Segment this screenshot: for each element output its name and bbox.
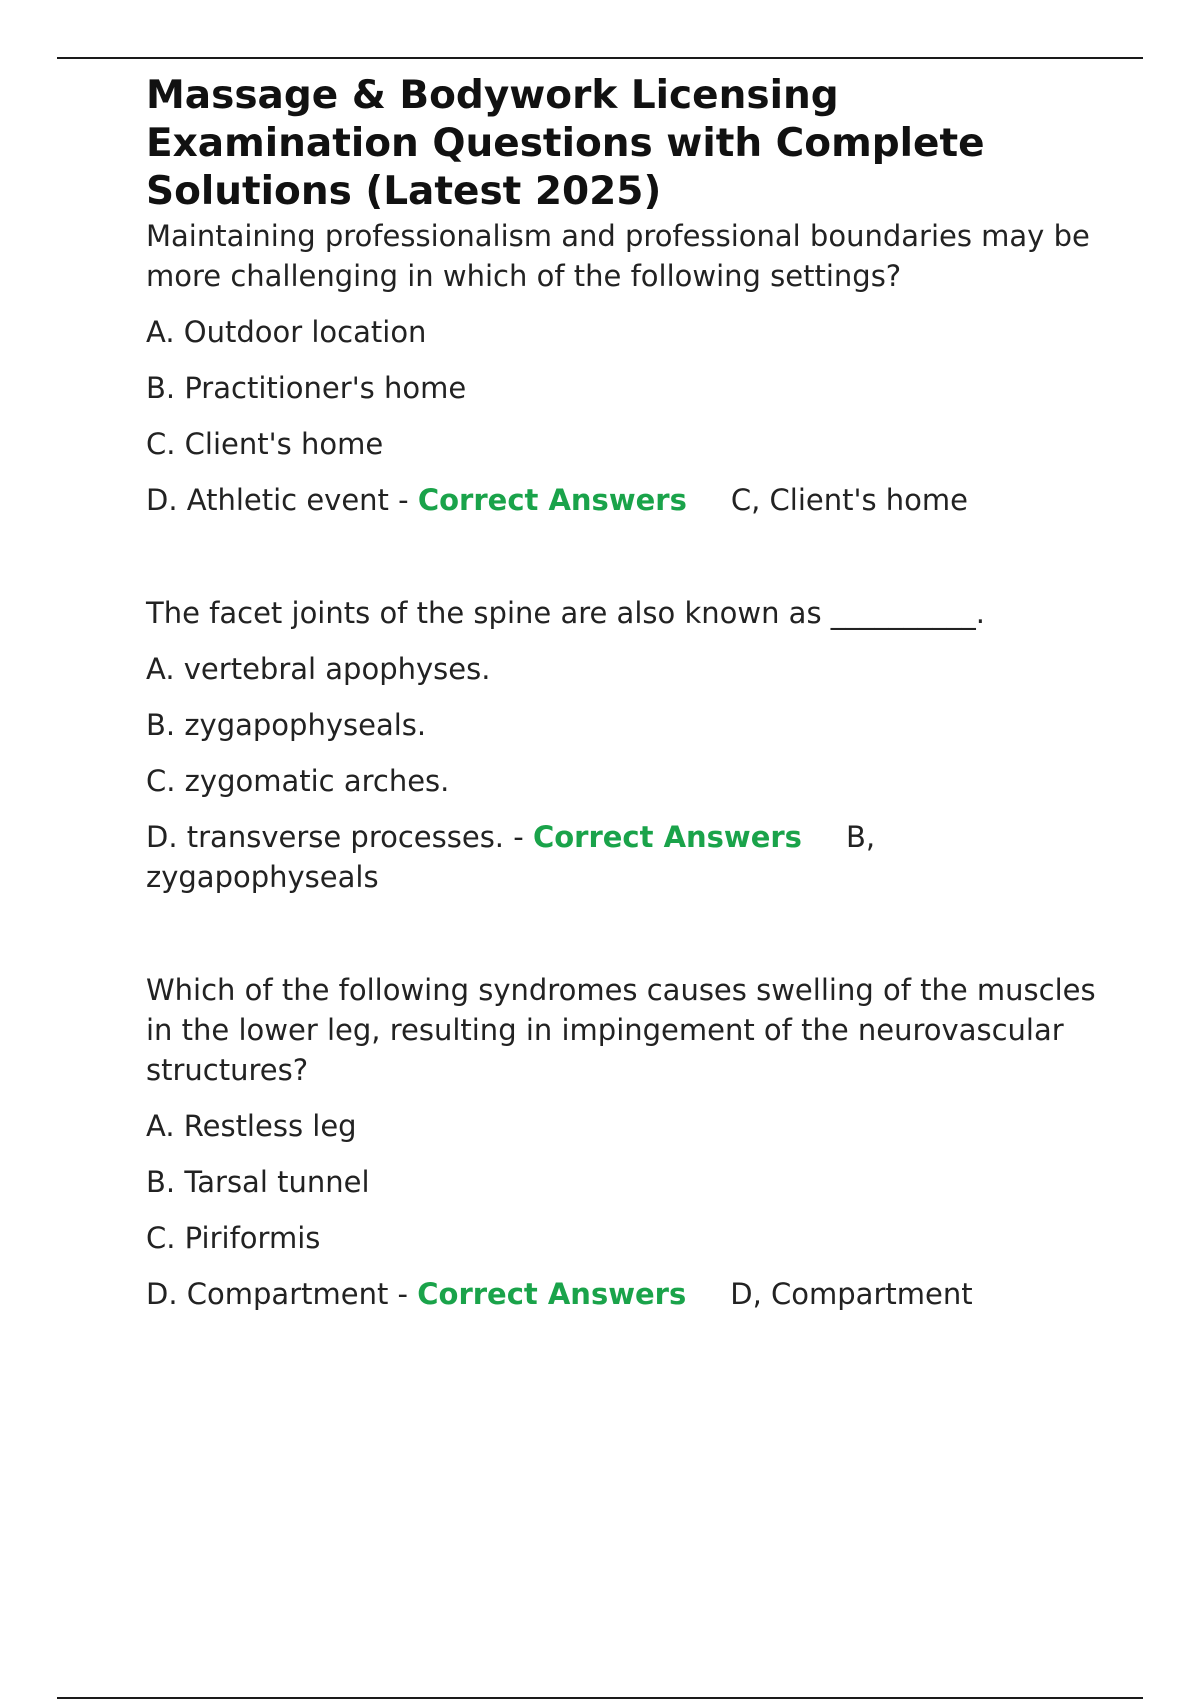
option-d: D. Compartment - — [146, 1277, 418, 1311]
question-prompt: Which of the following syndromes causes swelling of the muscles in the lower leg, resulting in impingement of the neurovascular structures? — [146, 973, 1096, 1087]
option-d-with-answer — [146, 480, 1096, 520]
document-title: Massage & Bodywork Licensing Examination Questions with Complete Solutions (Latest 2025) — [146, 73, 985, 214]
option-b: B. zygapophyseals. — [146, 708, 427, 742]
correct-answers-label: Correct Answers — [417, 1277, 687, 1311]
answer-text: B, zygapophyseals — [146, 820, 876, 894]
option-c: C. Client's home — [146, 427, 384, 461]
question-block — [146, 593, 1096, 897]
option-d-with-answer — [146, 1274, 1096, 1314]
option-b: B. Tarsal tunnel — [146, 1165, 370, 1199]
bottom-rule — [57, 1697, 1143, 1699]
correct-answers-label: Correct Answers — [532, 820, 802, 854]
option-c: C. zygomatic arches. — [146, 764, 450, 798]
option-d: D. Athletic event - — [146, 483, 418, 517]
question-prompt: The facet joints of the spine are also known as __________. — [146, 596, 986, 630]
option-d: D. transverse processes. - — [146, 820, 533, 854]
question-block — [146, 216, 1096, 520]
document-body — [146, 72, 1096, 1314]
question-block — [146, 970, 1096, 1314]
option-c: C. Piriformis — [146, 1221, 321, 1255]
option-a: A. Restless leg — [146, 1109, 357, 1143]
option-b: B. Practitioner's home — [146, 371, 467, 405]
top-rule — [57, 57, 1143, 59]
option-d-with-answer — [146, 817, 1096, 897]
answer-text: D, Compartment — [730, 1277, 973, 1311]
option-a: A. vertebral apophyses. — [146, 652, 491, 686]
correct-answers-label: Correct Answers — [417, 483, 687, 517]
option-a: A. Outdoor location — [146, 315, 427, 349]
answer-text: C, Client's home — [730, 483, 969, 517]
question-prompt: Maintaining professionalism and professional boundaries may be more challenging in which of the following settings? — [146, 219, 1090, 293]
